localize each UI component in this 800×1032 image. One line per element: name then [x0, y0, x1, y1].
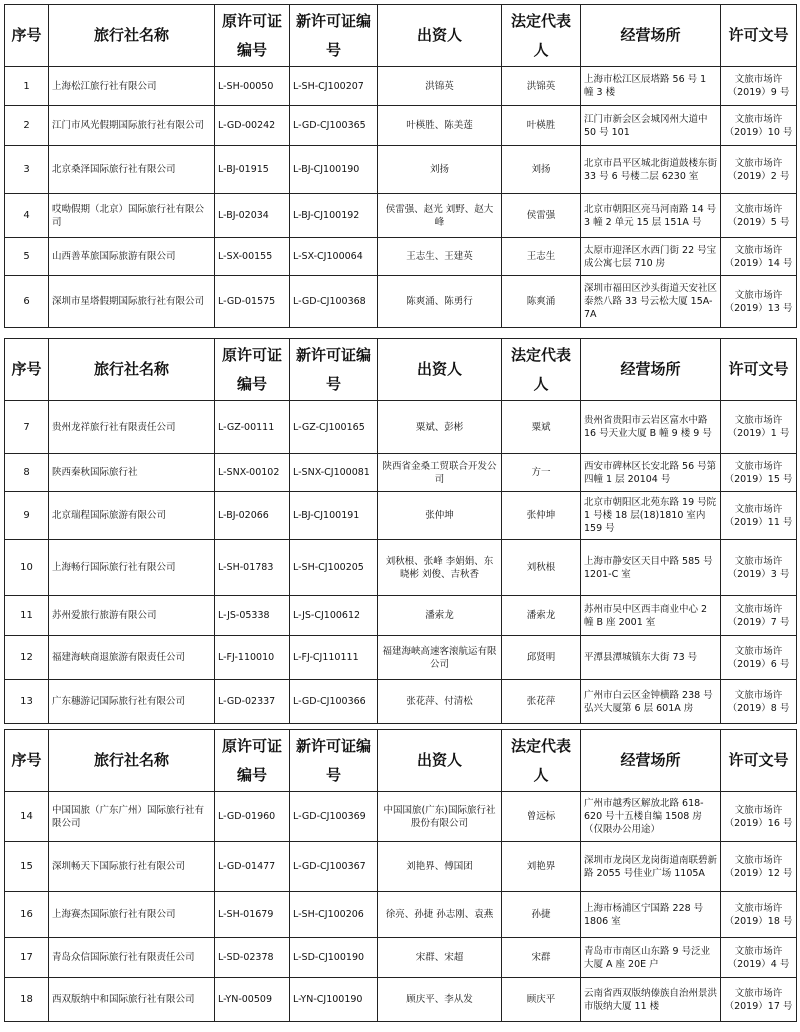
- header-new-license: 新许可证编号: [290, 339, 378, 401]
- header-row: [5, 730, 797, 792]
- cell-no: 3: [5, 146, 49, 194]
- cell-new-license: L-BJ-CJ100192: [290, 194, 378, 238]
- header-new-license: 新许可证编号: [290, 5, 378, 67]
- cell-address: 北京市朝阳区北苑东路 19 号院 1 号楼 18 层(18)1810 室内 159 号: [581, 492, 721, 540]
- cell-no: 7: [5, 401, 49, 454]
- cell-legal-rep: 方一: [502, 454, 581, 492]
- cell-permit-no: 文旅市场许（2019）7 号: [721, 596, 797, 636]
- cell-old-license: L-GD-01575: [215, 276, 290, 328]
- cell-address: 广州市白云区金钟横路 238 号弘兴大厦第 6 层 601A 房: [581, 680, 721, 724]
- cell-old-license: L-BJ-01915: [215, 146, 290, 194]
- cell-investors: 洪锦英: [378, 67, 502, 106]
- table-row: [5, 146, 797, 194]
- cell-old-license: L-FJ-110010: [215, 636, 290, 680]
- cell-agency-name: 北京瑞程国际旅游有限公司: [49, 492, 215, 540]
- cell-legal-rep: 陈爽涌: [502, 276, 581, 328]
- cell-no: 2: [5, 106, 49, 146]
- cell-no: 8: [5, 454, 49, 492]
- header-address: 经营场所: [581, 730, 721, 792]
- header-legal-rep: 法定代表人: [502, 730, 581, 792]
- cell-permit-no: 文旅市场许（2019）9 号: [721, 67, 797, 106]
- cell-no: 6: [5, 276, 49, 328]
- header-no: 序号: [5, 339, 49, 401]
- cell-investors: 张仲坤: [378, 492, 502, 540]
- cell-address: 深圳市龙岗区龙岗街道南联碧新路 2055 号佳业广场 1105A: [581, 842, 721, 892]
- cell-old-license: L-YN-00509: [215, 978, 290, 1022]
- cell-permit-no: 文旅市场许（2019）3 号: [721, 540, 797, 596]
- cell-agency-name: 青岛众信国际旅行社有限责任公司: [49, 938, 215, 978]
- cell-agency-name: 福建海峡商退旅游有限责任公司: [49, 636, 215, 680]
- cell-old-license: L-GZ-00111: [215, 401, 290, 454]
- table-row: [5, 938, 797, 978]
- cell-old-license: L-SNX-00102: [215, 454, 290, 492]
- header-agency-name: 旅行社名称: [49, 730, 215, 792]
- table-row: [5, 106, 797, 146]
- cell-legal-rep: 张仲坤: [502, 492, 581, 540]
- cell-old-license: L-GD-02337: [215, 680, 290, 724]
- cell-old-license: L-GD-00242: [215, 106, 290, 146]
- table-row: [5, 636, 797, 680]
- cell-new-license: L-JS-CJ100612: [290, 596, 378, 636]
- cell-no: 14: [5, 792, 49, 842]
- cell-new-license: L-BJ-CJ100190: [290, 146, 378, 194]
- cell-investors: 刘秋根、张峰 李娟娟、东晓彬 刘俊、吉秋香: [378, 540, 502, 596]
- cell-no: 5: [5, 238, 49, 276]
- table-section-1: [4, 4, 797, 328]
- cell-old-license: L-BJ-02066: [215, 492, 290, 540]
- cell-agency-name: 广东穗游记国际旅行社有限公司: [49, 680, 215, 724]
- cell-legal-rep: 洪锦英: [502, 67, 581, 106]
- table-row: [5, 680, 797, 724]
- cell-permit-no: 文旅市场许（2019）6 号: [721, 636, 797, 680]
- cell-new-license: L-YN-CJ100190: [290, 978, 378, 1022]
- cell-address: 北京市朝阳区亮马河南路 14 号 3 幢 2 单元 15 层 151A 号: [581, 194, 721, 238]
- cell-legal-rep: 刘秋根: [502, 540, 581, 596]
- cell-permit-no: 文旅市场许（2019）14 号: [721, 238, 797, 276]
- cell-old-license: L-SH-00050: [215, 67, 290, 106]
- cell-permit-no: 文旅市场许（2019）13 号: [721, 276, 797, 328]
- cell-new-license: L-SD-CJ100190: [290, 938, 378, 978]
- cell-no: 17: [5, 938, 49, 978]
- cell-no: 1: [5, 67, 49, 106]
- header-investors: 出资人: [378, 339, 502, 401]
- cell-permit-no: 文旅市场许（2019）15 号: [721, 454, 797, 492]
- header-legal-rep: 法定代表人: [502, 5, 581, 67]
- cell-investors: 叶楧胜、陈美莲: [378, 106, 502, 146]
- cell-permit-no: 文旅市场许（2019）5 号: [721, 194, 797, 238]
- cell-no: 12: [5, 636, 49, 680]
- cell-agency-name: 上海松江旅行社有限公司: [49, 67, 215, 106]
- cell-agency-name: 中国国旅（广东广州）国际旅行社有限公司: [49, 792, 215, 842]
- cell-no: 9: [5, 492, 49, 540]
- cell-agency-name: 陕西秦秋国际旅行社: [49, 454, 215, 492]
- cell-old-license: L-GD-01477: [215, 842, 290, 892]
- table-row: [5, 454, 797, 492]
- header-row: [5, 5, 797, 67]
- cell-old-license: L-GD-01960: [215, 792, 290, 842]
- cell-address: 上海市静安区天目中路 585 号 1201-C 室: [581, 540, 721, 596]
- cell-new-license: L-SNX-CJ100081: [290, 454, 378, 492]
- cell-investors: 刘扬: [378, 146, 502, 194]
- cell-agency-name: 上海畅行国际旅行社有限公司: [49, 540, 215, 596]
- cell-agency-name: 苏州爱旅行旅游有限公司: [49, 596, 215, 636]
- cell-new-license: L-FJ-CJ110111: [290, 636, 378, 680]
- table-row: [5, 792, 797, 842]
- header-old-license: 原许可证编号: [215, 730, 290, 792]
- cell-investors: 顾庆平、李从发: [378, 978, 502, 1022]
- table-section-3: [4, 729, 797, 1022]
- cell-new-license: L-GD-CJ100366: [290, 680, 378, 724]
- table-row: [5, 892, 797, 938]
- cell-agency-name: 西双版纳中和国际旅行社有限公司: [49, 978, 215, 1022]
- cell-permit-no: 文旅市场许（2019）4 号: [721, 938, 797, 978]
- table-row: [5, 194, 797, 238]
- cell-legal-rep: 顾庆平: [502, 978, 581, 1022]
- table-row: [5, 596, 797, 636]
- cell-address: 广州市越秀区解放北路 618-620 号十五楼自编 1508 房（仅限办公用途）: [581, 792, 721, 842]
- cell-old-license: L-SD-02378: [215, 938, 290, 978]
- header-address: 经营场所: [581, 339, 721, 401]
- header-legal-rep: 法定代表人: [502, 339, 581, 401]
- cell-address: 苏州市吴中区西丰商业中心 2 幢 B 座 2001 室: [581, 596, 721, 636]
- cell-address: 上海市松江区辰塔路 56 号 1 幢 3 楼: [581, 67, 721, 106]
- cell-no: 4: [5, 194, 49, 238]
- header-address: 经营场所: [581, 5, 721, 67]
- cell-no: 16: [5, 892, 49, 938]
- cell-address: 北京市昌平区城北街道鼓楼东街 33 号 6 号楼二层 6230 室: [581, 146, 721, 194]
- cell-investors: 福建海峡高速客滚航运有限公司: [378, 636, 502, 680]
- header-new-license: 新许可证编号: [290, 730, 378, 792]
- header-old-license: 原许可证编号: [215, 339, 290, 401]
- cell-legal-rep: 王志生: [502, 238, 581, 276]
- cell-new-license: L-SH-CJ100207: [290, 67, 378, 106]
- header-investors: 出资人: [378, 730, 502, 792]
- cell-new-license: L-GD-CJ100368: [290, 276, 378, 328]
- cell-address: 江门市新会区会城冈州大道中 50 号 101: [581, 106, 721, 146]
- cell-new-license: L-GD-CJ100365: [290, 106, 378, 146]
- cell-legal-rep: 曾远标: [502, 792, 581, 842]
- header-no: 序号: [5, 5, 49, 67]
- cell-no: 18: [5, 978, 49, 1022]
- cell-investors: 侯雷强、赵光 刘野、赵大峰: [378, 194, 502, 238]
- cell-new-license: L-GZ-CJ100165: [290, 401, 378, 454]
- cell-legal-rep: 张花萍: [502, 680, 581, 724]
- cell-investors: 陕西省金桑工贸联合开发公司: [378, 454, 502, 492]
- cell-new-license: L-GD-CJ100367: [290, 842, 378, 892]
- table-row: [5, 842, 797, 892]
- cell-address: 西安市碑林区长安北路 56 号第四幢 1 层 20104 号: [581, 454, 721, 492]
- cell-new-license: L-SX-CJ100064: [290, 238, 378, 276]
- header-permit-no: 许可文号: [721, 730, 797, 792]
- cell-permit-no: 文旅市场许（2019）10 号: [721, 106, 797, 146]
- cell-address: 上海市杨浦区宁国路 228 号 1806 室: [581, 892, 721, 938]
- cell-legal-rep: 刘扬: [502, 146, 581, 194]
- cell-agency-name: 深圳畅天下国际旅行社有限公司: [49, 842, 215, 892]
- header-investors: 出资人: [378, 5, 502, 67]
- cell-no: 15: [5, 842, 49, 892]
- table-row: [5, 978, 797, 1022]
- cell-legal-rep: 粟斌: [502, 401, 581, 454]
- cell-investors: 陈爽涌、陈勇行: [378, 276, 502, 328]
- cell-address: 深圳市福田区沙头街道天安社区泰然八路 33 号云松大厦 15A-7A: [581, 276, 721, 328]
- cell-investors: 中国国旅(广东)国际旅行社股份有限公司: [378, 792, 502, 842]
- cell-address: 平潭县潭城镇东大街 73 号: [581, 636, 721, 680]
- cell-legal-rep: 侯雷强: [502, 194, 581, 238]
- table-row: [5, 492, 797, 540]
- cell-investors: 张花萍、付清松: [378, 680, 502, 724]
- header-permit-no: 许可文号: [721, 5, 797, 67]
- header-permit-no: 许可文号: [721, 339, 797, 401]
- table-row: [5, 401, 797, 454]
- cell-legal-rep: 刘艳界: [502, 842, 581, 892]
- cell-legal-rep: 孙捷: [502, 892, 581, 938]
- cell-legal-rep: 叶楧胜: [502, 106, 581, 146]
- cell-address: 青岛市市南区山东路 9 号泛业大厦 A 座 20E 户: [581, 938, 721, 978]
- table-row: [5, 276, 797, 328]
- cell-agency-name: 深圳市星塔假期国际旅行社有限公司: [49, 276, 215, 328]
- header-old-license: 原许可证编号: [215, 5, 290, 67]
- table-row: [5, 540, 797, 596]
- cell-legal-rep: 宋群: [502, 938, 581, 978]
- cell-permit-no: 文旅市场许（2019）17 号: [721, 978, 797, 1022]
- header-agency-name: 旅行社名称: [49, 5, 215, 67]
- cell-agency-name: 贵州龙祥旅行社有限责任公司: [49, 401, 215, 454]
- cell-agency-name: 江门市风光假期国际旅行社有限公司: [49, 106, 215, 146]
- cell-old-license: L-SH-01679: [215, 892, 290, 938]
- cell-new-license: L-BJ-CJ100191: [290, 492, 378, 540]
- cell-permit-no: 文旅市场许（2019）8 号: [721, 680, 797, 724]
- header-no: 序号: [5, 730, 49, 792]
- cell-address: 云南省西双版纳傣族自治州景洪市版纳大厦 11 楼: [581, 978, 721, 1022]
- cell-permit-no: 文旅市场许（2019）2 号: [721, 146, 797, 194]
- cell-permit-no: 文旅市场许（2019）1 号: [721, 401, 797, 454]
- cell-permit-no: 文旅市场许（2019）18 号: [721, 892, 797, 938]
- cell-new-license: L-SH-CJ100205: [290, 540, 378, 596]
- cell-agency-name: 哎呦假期（北京）国际旅行社有限公司: [49, 194, 215, 238]
- cell-no: 13: [5, 680, 49, 724]
- cell-no: 10: [5, 540, 49, 596]
- cell-agency-name: 北京桑泽国际旅行社有限公司: [49, 146, 215, 194]
- table-section-2: [4, 338, 797, 724]
- cell-new-license: L-GD-CJ100369: [290, 792, 378, 842]
- table-row: [5, 238, 797, 276]
- cell-address: 贵州省贵阳市云岩区富水中路 16 号天业大厦 B 幢 9 楼 9 号: [581, 401, 721, 454]
- cell-legal-rep: 邱贤明: [502, 636, 581, 680]
- cell-permit-no: 文旅市场许（2019）11 号: [721, 492, 797, 540]
- table-row: [5, 67, 797, 106]
- cell-legal-rep: 潘索龙: [502, 596, 581, 636]
- cell-agency-name: 山西善革旅国际旅游有限公司: [49, 238, 215, 276]
- cell-old-license: L-BJ-02034: [215, 194, 290, 238]
- cell-investors: 刘艳界、傅国团: [378, 842, 502, 892]
- cell-investors: 潘索龙: [378, 596, 502, 636]
- cell-old-license: L-SH-01783: [215, 540, 290, 596]
- cell-agency-name: 上海赛杰国际旅行社有限公司: [49, 892, 215, 938]
- cell-old-license: L-SX-00155: [215, 238, 290, 276]
- cell-permit-no: 文旅市场许（2019）12 号: [721, 842, 797, 892]
- cell-investors: 粟斌、彭彬: [378, 401, 502, 454]
- cell-investors: 徐亮、孙捷 孙志刚、袁燕: [378, 892, 502, 938]
- cell-no: 11: [5, 596, 49, 636]
- header-row: [5, 339, 797, 401]
- cell-old-license: L-JS-05338: [215, 596, 290, 636]
- cell-permit-no: 文旅市场许（2019）16 号: [721, 792, 797, 842]
- cell-investors: 宋群、宋超: [378, 938, 502, 978]
- cell-new-license: L-SH-CJ100206: [290, 892, 378, 938]
- cell-investors: 王志生、王建英: [378, 238, 502, 276]
- cell-address: 太原市迎泽区水西门街 22 号宝成公寓七层 710 房: [581, 238, 721, 276]
- header-agency-name: 旅行社名称: [49, 339, 215, 401]
